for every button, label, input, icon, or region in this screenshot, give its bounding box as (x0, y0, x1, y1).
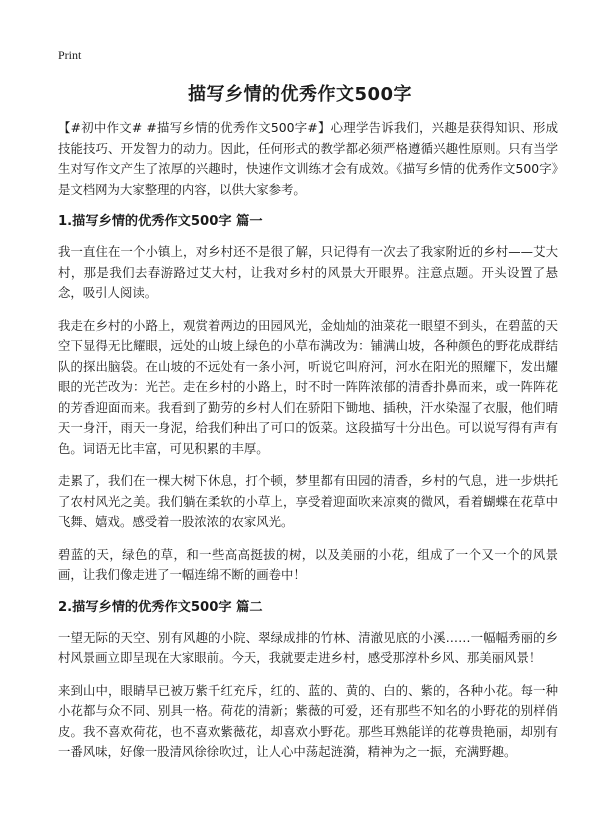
section1-paragraph-3: 走累了，我们在一棵大树下休息，打个顿，梦里都有田园的清香，乡村的气息，进一步烘托了农村风光之美。我们躺在柔软的小草上，享受着迎面吹来凉爽的微风，看着蝴蝶在花草中飞舞、嬉戏。感受着一股浓浓的农家风光。 (58, 473, 558, 529)
section1-paragraph-4: 碧蓝的天，绿色的草，和一些高高挺拔的树，以及美丽的小花，组成了一个又一个的风景画，让我们像走进了一幅连绵不断的画卷中！ (58, 546, 558, 582)
page-title: 描写乡情的优秀作文500字 (187, 84, 413, 105)
section-heading-2: 2.描写乡情的优秀作文500字 篇二 (58, 599, 263, 615)
print-label[interactable]: Print (58, 48, 82, 62)
section1-paragraph-2: 我走在乡村的小路上，观赏着两边的田园风光，金灿灿的油菜花一眼望不到头，在碧蓝的天空下显得无比耀眼，远处的山坡上绿色的小草布满改为：铺满山坡，各种颜色的野花成群结队的探出脑袋。在山坡的不远处有一条小河，听说它叫府河，河水在阳光的照耀下，发出耀眼的光芒改为：光芒。走在乡村的小路上，时不时一阵阵浓郁的清香扑鼻而来，或一阵阵花的芳香迎面而来。我看到了勤劳的乡村人们在骄阳下锄地、插秧，汗水染湿了衣服，他们晴天一身汗，雨天一身泥，给我们种出了可口的饭菜。这段描写十分出色。可以说写得有声有色。词语无比丰富，可见积累的丰厚。 (58, 317, 558, 456)
article-body (58, 118, 558, 775)
section2-paragraph-2: 来到山中，眼睛早已被万紫千红充斥，红的、蓝的、黄的、白的、紫的，各种小花。每一种小花都与众不同、别具一格。荷花的清新；紫薇的可爱，还有那些不知名的小野花的别样俏皮。我不喜欢荷花，也不喜欢紫薇花，却喜欢小野花。那些耳熟能详的花尊贵艳丽，却别有一番风味，好像一股清风徐徐吹过，让人心中荡起涟漪，精神为之一振，充满野趣。 (58, 682, 558, 759)
section-heading-1: 1.描写乡情的优秀作文500字 篇一 (58, 214, 263, 229)
intro-paragraph: 【#初中作文# #描写乡情的优秀作文500字#】心理学告诉我们，兴趣是获得知识、形成技能技巧、开发智力的动力。因此，任何形式的教学都必须严格遵循兴趣性原则。只有当学生对写作文产生了浓厚的兴趣时，快速作文训练才会有成效。《描写乡情的优秀作文500字》是文档网为大家整理的内容，以供大家参考。 (58, 120, 558, 197)
section2-paragraph-1: 一望无际的天空、别有风趣的小院、翠绿成排的竹林、清澈见底的小溪……一幅幅秀丽的乡村风景画立即呈现在大家眼前。今天，我就要走进乡村，感受那淳朴乡风、那美丽风景！ (58, 629, 558, 665)
section1-paragraph-1: 我一直住在一个小镇上，对乡村还不是很了解，只记得有一次去了我家附近的乡村——艾大村，那是我们去春游路过艾大村，让我对乡村的风景大开眼界。注意点题。开头设置了悬念，吸引人阅读。 (58, 244, 558, 300)
